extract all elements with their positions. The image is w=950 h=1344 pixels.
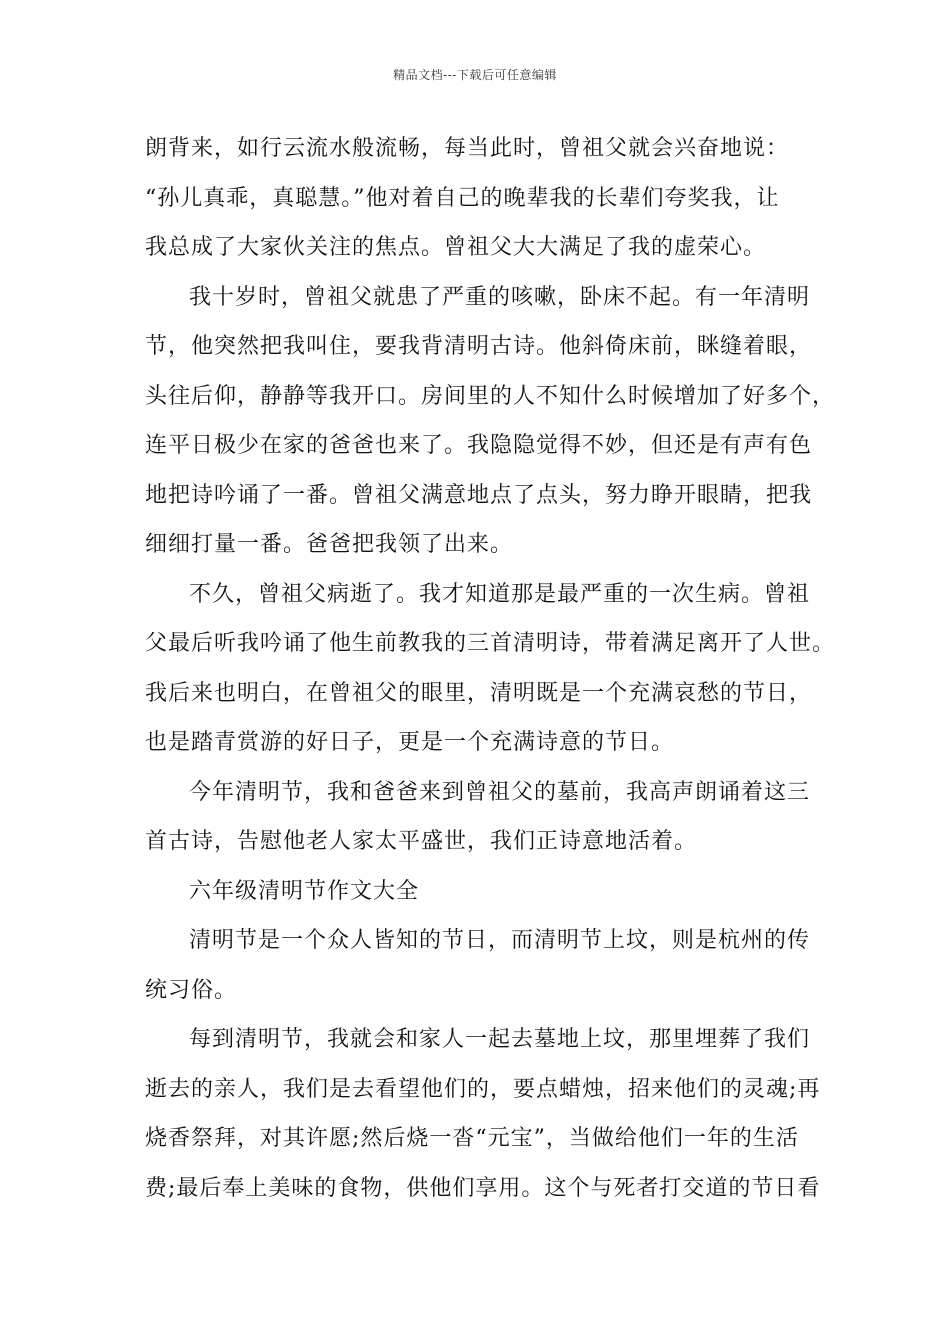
document-body xyxy=(145,124,836,1213)
section-title: 六年级清明节作文大全 xyxy=(189,878,420,904)
text-line: 也是踏青赏游的好日子，更是一个充满诗意的节日。 xyxy=(145,730,675,755)
text-line: 逝去的亲人，我们是去看望他们的，要点蜡烛，招来他们的灵魂;再 xyxy=(145,1076,821,1102)
text-line: 地把诗吟诵了一番。曾祖父满意地点了点头，努力睁开眼睛，把我 xyxy=(145,482,813,508)
text-line: 我总成了大家伙关注的焦点。曾祖父大大满足了我的虚荣心。 xyxy=(145,235,767,260)
paragraph-start-line: 每到清明节，我就会和家人一起去墓地上坟，那里埋葬了我们 xyxy=(189,1027,811,1052)
text-line: 烧香祭拜，对其许愿;然后烧一沓“元宝”，当做给他们一年的生活 xyxy=(145,1126,799,1151)
text-line: 头往后仰，静静等我开口。房间里的人不知什么时候增加了好多个， xyxy=(145,383,836,409)
paragraph-start-line: 今年清明节，我和爸爸来到曾祖父的墓前，我高声朗诵着这三 xyxy=(189,779,811,805)
text-line: “孙儿真乖，真聪慧。”他对着自己的晚辈我的长辈们夸奖我，让 xyxy=(145,185,780,211)
paragraph-start-line: 清明节是一个众人皆知的节日，而清明节上坟，则是杭州的传 xyxy=(189,928,811,953)
text-line: 费;最后奉上美味的食物，供他们享用。这个与死者打交道的节日看 xyxy=(145,1175,821,1201)
text-line: 连平日极少在家的爸爸也来了。我隐隐觉得不妙，但还是有声有色 xyxy=(145,433,813,458)
paragraph-start-line: 不久，曾祖父病逝了。我才知道那是最严重的一次生病。曾祖 xyxy=(189,581,811,607)
page-header: 精品文档---下载后可任意编辑 xyxy=(393,68,557,82)
text-line: 节，他突然把我叫住，要我背清明古诗。他斜倚床前，眯缝着眼， xyxy=(145,334,813,359)
text-line: 首古诗，告慰他老人家太平盛世，我们正诗意地活着。 xyxy=(145,829,698,854)
text-line: 统习俗。 xyxy=(145,977,238,1003)
paragraph-start-line: 我十岁时，曾祖父就患了严重的咳嗽，卧床不起。有一年清明 xyxy=(189,284,811,310)
text-line: 朗背来，如行云流水般流畅，每当此时，曾祖父就会兴奋地说： xyxy=(145,136,790,161)
text-line: 我后来也明白，在曾祖父的眼里，清明既是一个充满哀愁的节日， xyxy=(145,680,813,706)
text-line: 细细打量一番。爸爸把我领了出来。 xyxy=(145,532,514,557)
text-line: 父最后听我吟诵了他生前教我的三首清明诗，带着满足离开了人世。 xyxy=(145,631,836,656)
